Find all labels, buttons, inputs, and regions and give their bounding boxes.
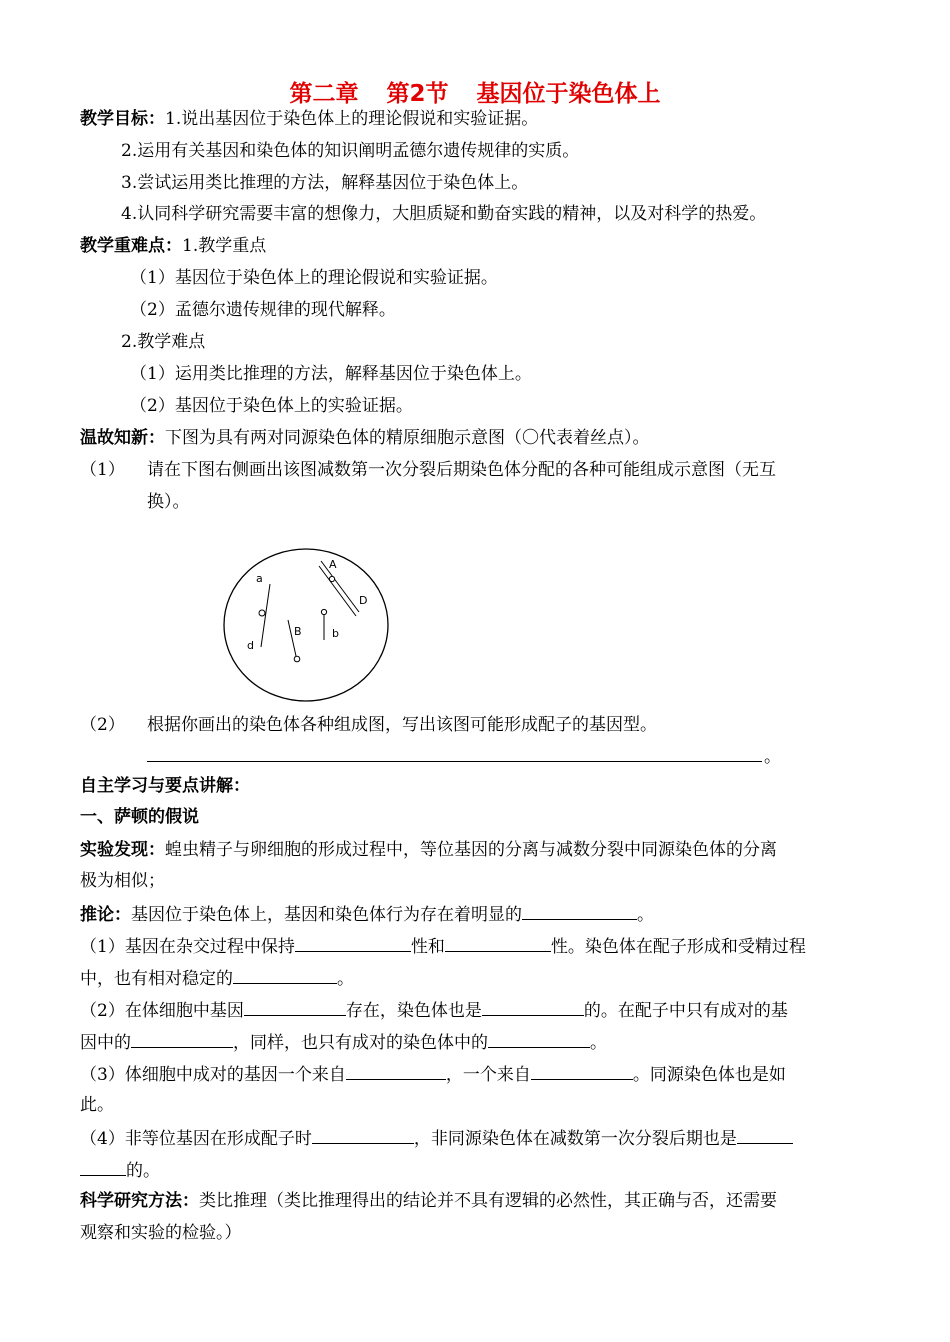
method-text-cont: 观察和实验的检验。） <box>80 1223 242 1243</box>
point1-text: （1）基因在杂交过程中保持 <box>80 937 295 957</box>
self-study-heading: 自主学习与要点讲解： <box>80 776 250 796</box>
point1-line-cont <box>80 965 354 991</box>
point2-text: ，同样，也只有成对的染色体中的 <box>233 1033 488 1053</box>
answer-line <box>147 761 762 762</box>
inference-label: 推论： <box>80 905 131 925</box>
review-line <box>80 426 650 450</box>
point2-text: 因中的 <box>80 1033 131 1053</box>
method-line <box>80 1189 777 1213</box>
inference-text: 基因位于染色体上，基因和染色体行为存在着明显的 <box>131 905 522 925</box>
discovery-text-cont: 极为相似； <box>80 871 165 891</box>
fill-blank[interactable] <box>737 1125 793 1144</box>
point2-text: 。 <box>590 1033 607 1053</box>
key-points-label: 教学重难点： <box>80 236 182 256</box>
centromere <box>294 656 300 662</box>
page-title <box>0 78 950 110</box>
gene-label-D: D <box>359 594 368 607</box>
point1-text: 。 <box>337 969 354 989</box>
section-name: 基因位于染色体上 <box>476 81 661 107</box>
cell-outline <box>224 549 388 701</box>
point3-line <box>80 1061 786 1087</box>
point1-text: 性。染色体在配子形成和受精过程 <box>550 937 806 957</box>
q2-end: 。 <box>764 747 781 767</box>
fill-blank[interactable] <box>482 997 584 1016</box>
fill-blank[interactable] <box>531 1061 633 1080</box>
gene-label-A: A <box>329 558 337 571</box>
point4-text: 的。 <box>126 1161 160 1181</box>
fill-blank[interactable] <box>131 1029 233 1048</box>
objective-item: 4.认同科学研究需要丰富的想像力，大胆质疑和勤奋实践的精神，以及对科学的热爱。 <box>121 204 767 224</box>
fill-blank[interactable] <box>233 965 337 984</box>
q1-number: （1） <box>80 460 125 480</box>
q2-text: 根据你画出的染色体各种组成图，写出该图可能形成配子的基因型。 <box>147 715 657 735</box>
objectives-line-1 <box>80 107 538 131</box>
fill-blank[interactable] <box>488 1029 590 1048</box>
chromosome-A-D <box>321 561 359 612</box>
key-points-line <box>80 234 266 258</box>
difficulty-item: （2）基因位于染色体上的实验证据。 <box>130 396 413 416</box>
section-label: 第2节 <box>386 81 449 107</box>
focus-title: 1.教学重点 <box>182 236 267 256</box>
fill-blank[interactable] <box>445 933 551 952</box>
difficulty-title: 2.教学难点 <box>121 332 206 352</box>
q1-text: 请在下图右侧画出该图减数第一次分裂后期染色体分配的各种可能组成示意图（无互 <box>147 460 776 480</box>
centromere <box>259 610 265 616</box>
focus-item: （1）基因位于染色体上的理论假说和实验证据。 <box>130 268 498 288</box>
point3-text: 。同源染色体也是如 <box>632 1065 786 1085</box>
point4-line-cont <box>80 1157 160 1183</box>
fill-blank[interactable] <box>522 901 637 920</box>
section1-heading: 一、萨顿的假说 <box>80 807 199 827</box>
method-text: 类比推理（类比推理得出的结论并不具有逻辑的必然性，其正确与否，还需要 <box>199 1191 777 1211</box>
gene-label-a: a <box>256 572 263 585</box>
gene-label-b: b <box>332 627 339 640</box>
point4-text: （4）非等位基因在形成配子时 <box>80 1129 312 1149</box>
discovery-line <box>80 838 777 862</box>
point1-text: 中，也有相对稳定的 <box>80 969 233 989</box>
point4-line <box>80 1125 793 1151</box>
centromere <box>329 576 334 581</box>
point2-text: 存在，染色体也是 <box>345 1001 482 1021</box>
point2-text: 的。在配子中只有成对的基 <box>583 1001 788 1021</box>
fill-blank[interactable] <box>295 933 411 952</box>
q2-number: （2） <box>80 715 125 735</box>
centromere <box>321 609 326 614</box>
point4-text: ，非同源染色体在减数第一次分裂后期也是 <box>413 1129 737 1149</box>
fill-blank[interactable] <box>244 997 346 1016</box>
review-label: 温故知新： <box>80 428 165 448</box>
focus-item: （2）孟德尔遗传规律的现代解释。 <box>130 300 396 320</box>
point2-line <box>80 997 788 1023</box>
point1-line <box>80 933 806 959</box>
chromosome-A-D-sister <box>319 566 356 616</box>
point3-text: （3）体细胞中成对的基因一个来自 <box>80 1065 346 1085</box>
point3-text-cont: 此。 <box>80 1095 114 1115</box>
q1-text-cont: 换）。 <box>147 492 190 512</box>
point1-text: 性和 <box>410 937 445 957</box>
discovery-text: 蝗虫精子与卵细胞的形成过程中，等位基因的分离与减数分裂中同源染色体的分离 <box>165 840 777 860</box>
point2-line-cont <box>80 1029 607 1055</box>
method-label: 科学研究方法： <box>80 1191 199 1211</box>
objectives-label: 教学目标： <box>80 109 165 129</box>
fill-blank[interactable] <box>346 1061 446 1080</box>
fill-blank[interactable] <box>80 1157 126 1176</box>
discovery-label: 实验发现： <box>80 840 165 860</box>
point3-text: ，一个来自 <box>445 1065 531 1085</box>
fill-blank[interactable] <box>312 1125 414 1144</box>
inference-end: 。 <box>637 905 654 925</box>
inference-line <box>80 901 654 927</box>
chapter-label: 第二章 <box>289 81 359 107</box>
difficulty-item: （1）运用类比推理的方法，解释基因位于染色体上。 <box>130 364 532 384</box>
spermatogonium-diagram <box>222 546 390 706</box>
review-intro: 下图为具有两对同源染色体的精原细胞示意图（〇代表着丝点）。 <box>165 428 650 448</box>
objective-item: 2.运用有关基因和染色体的知识阐明孟德尔遗传规律的实质。 <box>121 141 580 161</box>
gene-label-B: B <box>294 625 302 638</box>
objective-item: 3.尝试运用类比推理的方法，解释基因位于染色体上。 <box>121 173 529 193</box>
objective-item: 1.说出基因位于染色体上的理论假说和实验证据。 <box>165 109 539 129</box>
point2-text: （2）在体细胞中基因 <box>80 1001 244 1021</box>
gene-label-d: d <box>247 639 254 652</box>
